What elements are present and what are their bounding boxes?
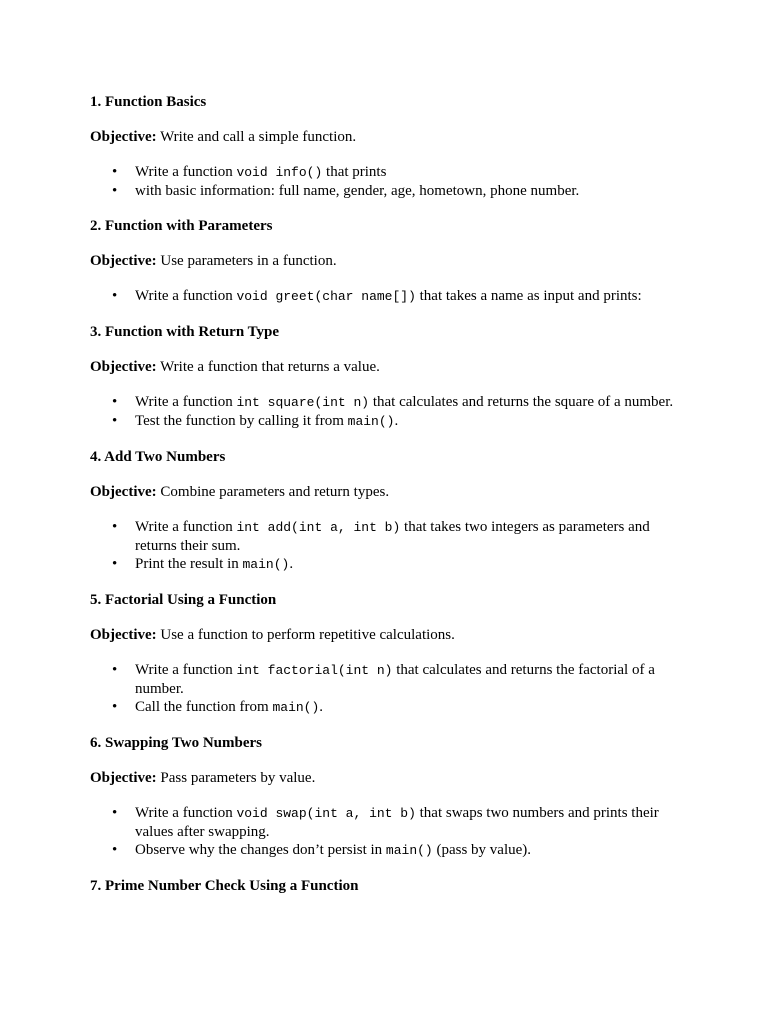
bullet-text: that swaps two numbers and prints their values after swapping.: [135, 805, 659, 840]
section-7: [90, 877, 690, 895]
bullet-item: [135, 393, 690, 412]
section-title: 1. Function Basics: [90, 94, 207, 110]
objective-label: Objective:: [90, 129, 157, 145]
bullet-text: that takes two integers as parameters and returns their sum.: [135, 519, 650, 554]
bullet-item: [135, 661, 690, 698]
bullet-list: [90, 287, 690, 306]
section-title: 7. Prime Number Check Using a Function: [90, 878, 359, 894]
code-snippet: main(): [272, 700, 320, 715]
bullet-text: Call the function from: [135, 699, 273, 715]
section-title: 6. Swapping Two Numbers: [90, 735, 262, 751]
bullet-list: [90, 163, 690, 200]
code-snippet: int square(int n): [236, 395, 370, 410]
bullet-item: [135, 841, 690, 860]
bullet-text: Write a function: [135, 164, 237, 180]
objective-text: Use a function to perform repetitive calculations.: [156, 627, 455, 643]
objective: [90, 769, 690, 787]
code-snippet: void swap(int a, int b): [236, 806, 416, 821]
bullet-text: Write a function: [135, 394, 237, 410]
bullet-text: Print the result in: [135, 556, 243, 572]
code-snippet: main(): [347, 414, 395, 429]
bullet-item: [135, 287, 690, 306]
bullet-text: Write a function: [135, 288, 237, 304]
bullet-list: [90, 393, 690, 431]
bullet-item: [135, 182, 690, 200]
code-snippet: void greet(char name[]): [236, 289, 416, 304]
bullet-item: [135, 412, 690, 431]
bullet-item: [135, 518, 690, 555]
section-1: [90, 93, 690, 200]
objective-text: Combine parameters and return types.: [156, 484, 390, 500]
section-5: [90, 591, 690, 717]
bullet-text: Write a function: [135, 662, 237, 678]
section-title: 4. Add Two Numbers: [90, 449, 226, 465]
bullet-text: with basic information: full name, gender, age, hometown, phone number.: [135, 183, 580, 199]
objective-text: Pass parameters by value.: [156, 770, 316, 786]
objective-text: Write and call a simple function.: [156, 129, 357, 145]
objective: [90, 358, 690, 376]
objective: [90, 483, 690, 501]
section-6: [90, 734, 690, 860]
bullet-text: Test the function by calling it from: [135, 413, 348, 429]
section-4: [90, 448, 690, 574]
bullet-item: [135, 698, 690, 717]
objective: [90, 252, 690, 270]
objective-label: Objective:: [90, 253, 157, 269]
bullet-text: Observe why the changes don’t persist in: [135, 842, 386, 858]
code-snippet: int factorial(int n): [236, 663, 393, 678]
objective-label: Objective:: [90, 770, 157, 786]
bullet-text: that takes a name as input and prints:: [415, 288, 642, 304]
objective-text: Write a function that returns a value.: [156, 359, 380, 375]
bullet-list: [90, 661, 690, 717]
bullet-text: (pass by value).: [432, 842, 532, 858]
bullet-list: [90, 518, 690, 574]
bullet-item: [135, 555, 690, 574]
code-snippet: main(): [242, 557, 290, 572]
bullet-list: [90, 804, 690, 860]
objective-text: Use parameters in a function.: [156, 253, 337, 269]
objective: [90, 128, 690, 146]
bullet-text: that calculates and returns the square of a number.: [369, 394, 674, 410]
bullet-text: .: [289, 556, 294, 572]
objective-label: Objective:: [90, 627, 157, 643]
bullet-text: Write a function: [135, 519, 237, 535]
objective-label: Objective:: [90, 359, 157, 375]
section-title: 3. Function with Return Type: [90, 324, 280, 340]
bullet-text: Write a function: [135, 805, 237, 821]
bullet-text: that calculates and returns the factorial of a number.: [135, 662, 655, 697]
document-page: [90, 93, 690, 895]
bullet-item: [135, 163, 690, 182]
code-snippet: int add(int a, int b): [236, 520, 401, 535]
bullet-text: .: [319, 699, 324, 715]
objective-label: Objective:: [90, 484, 157, 500]
bullet-text: .: [394, 413, 399, 429]
objective: [90, 626, 690, 644]
section-3: [90, 323, 690, 431]
section-title: 5. Factorial Using a Function: [90, 592, 277, 608]
section-2: [90, 217, 690, 306]
section-title: 2. Function with Parameters: [90, 218, 273, 234]
bullet-item: [135, 804, 690, 841]
code-snippet: void info(): [236, 165, 323, 180]
code-snippet: main(): [385, 843, 433, 858]
bullet-text: that prints: [322, 164, 387, 180]
